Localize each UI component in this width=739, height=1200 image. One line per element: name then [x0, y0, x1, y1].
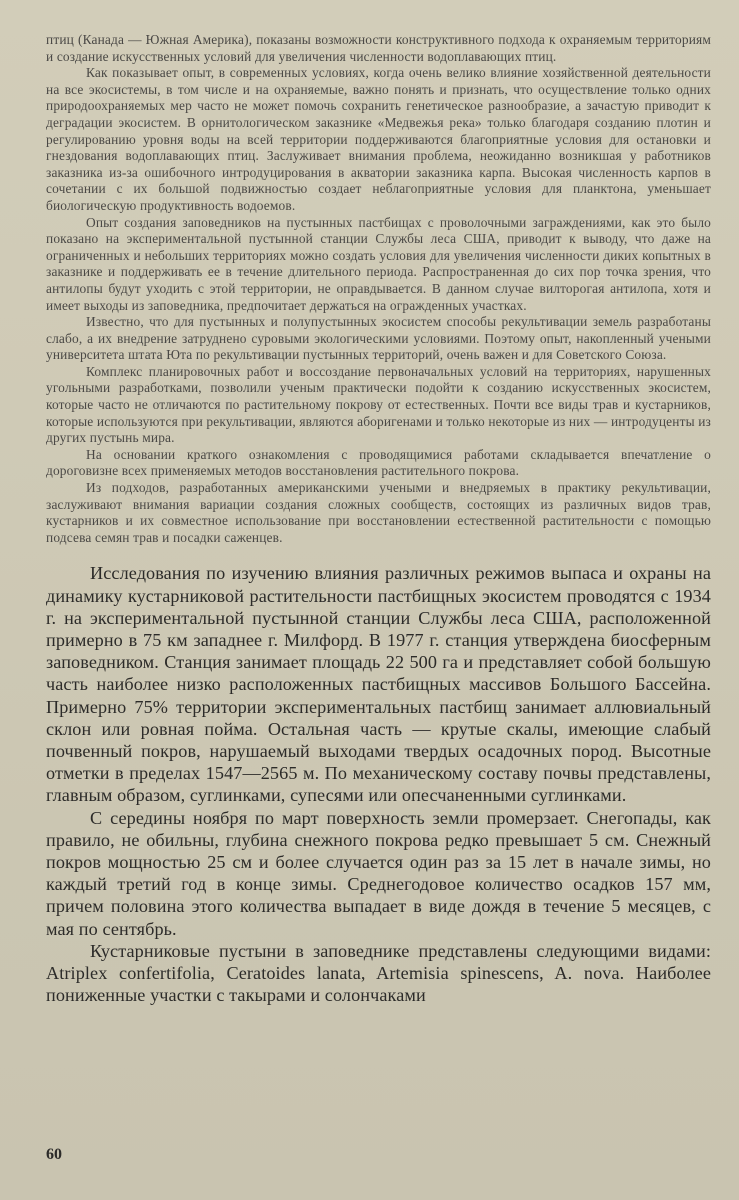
paragraph: Комплекс планировочных работ и воссоздание первоначальных условий на территориях, нарушенных угольными разработками, позволили ученым практически подойти к созданию искусственных экосистем, которые часто не отличаются по растительному покрову от естественных. Почти все виды трав и кустарников, которые используются при рекультивации, являются аборигенами и только некоторые из них — интродуценты из других пустынь мира. — [46, 363, 711, 446]
paragraph: Исследования по изучению влияния различных режимов выпаса и охраны на динамику кустарниковой растительности пастбищных экосистем проводятся с 1934 г. на экспериментальной пустынной станции Службы леса США, расположенной примерно в 75 км западнее г. Милфорд. В 1977 г. станция утверждена биосферным заповедником. Станция занимает площадь 22 500 га и представляет собой большую часть наиболее низко расположенных пастбищных массивов Большого Бассейна. Примерно 75% территории экспериментальных пастбищ занимает аллювиальный склон или ровная пойма. Остальная часть — крутые скалы, имеющие слабый почвенный покров, нарушаемый выходами твердых осадочных пород. Высотные отметки в пределах 1547—2565 м. По механическому составу почвы представлены, главным образом, суглинками, супесями или опесчаненными суглинками. — [46, 563, 711, 806]
paragraph: Известно, что для пустынных и полупустынных экосистем способы рекультивации земель разработаны слабо, а их внедрение затруднено суровыми экологическими условиями. Поэтому опыт, накопленный учеными университета штата Юта по рекультивации пустынных территорий, очень важен и для Советского Союза. — [46, 314, 711, 363]
main-text-section — [46, 562, 711, 1006]
paragraph: На основании краткого ознакомления с проводящимися работами складывается впечатление о дороговизне всех применяемых методов восстановления растительного покрова. — [46, 446, 711, 479]
paragraph: Как показывает опыт, в современных условиях, когда очень велико влияние хозяйственной деятельности на все экосистемы, в том числе и на охраняемые, важно понять и признать, что осуществление только одних природоохраняемых мер часто не может помочь сохранить генетическое разнообразие, а зачастую приводит к деградации экосистем. В орнитологическом заказнике «Медвежья река» только благодаря созданию плотин и регулированию уровня воды на всей территории поддерживаются благоприятные условия для остановки и гнездования водоплавающих птиц. Заслуживает внимания проблема, неожиданно возникшая у работников заказника из-за ошибочного интродуцирования в акватории заказника карпа. Высокая численность карпов в сочетании с их большой подвижностью создает неблагоприятные условия для планктона, уменьшает биологическую продуктивность водоемов. — [46, 65, 711, 213]
paragraph-continued: птиц (Канада — Южная Америка), показаны возможности конструктивного подхода к охраняемым территориям и создание искусственных условий для увеличения численности водоплавающих птиц. — [46, 32, 711, 64]
small-print-section — [46, 32, 711, 546]
paragraph: Опыт создания заповедников на пустынных пастбищах с проволочными заграждениями, как это было показано на экспериментальной пустынной станции Службы леса США, приводит к выводу, что даже на ограниченных и небольших территориях можно создать условия для увеличения численности диких копытных в заказнике и поддерживать ее в течение длительного периода. Распространенная до сих пор точка зрения, что антилопы будут уходить с этой территории, не оправдывается. В данном случае вилторогая антилопа, хотя и имеет выходы из заповедника, предпочитает держаться на огражденных участках. — [46, 214, 711, 313]
paragraph: Из подходов, разработанных американскими учеными и внедряемых в практику рекультивации, заслуживают внимания вариации создания сложных сообществ, состоящих из различных видов трав, кустарников и их совместное использование при восстановлении естественной растительности с помощью подсева семян трав и посадки саженцев. — [46, 480, 711, 545]
paragraph: Кустарниковые пустыни в заповеднике представлены следующими видами: Atriplex confertifolia, Ceratoides lanata, Artemisia spinescens, A. nova. Наиболее пониженные участки с такырами и солончаками — [46, 940, 711, 1006]
paragraph: С середины ноября по март поверхность земли промерзает. Снегопады, как правило, не обильны, глубина снежного покрова редко превышает 5 см. Снежный покров мощностью 25 см и более случается один раз за 15 лет в начале зимы, но каждый третий год в конце зимы. Среднегодовое количество осадков 157 мм, причем половина этого количества выпадает в виде дождя в течение 5 месяцев, с мая по сентябрь. — [46, 807, 711, 939]
page-number: 60 — [46, 1146, 62, 1163]
